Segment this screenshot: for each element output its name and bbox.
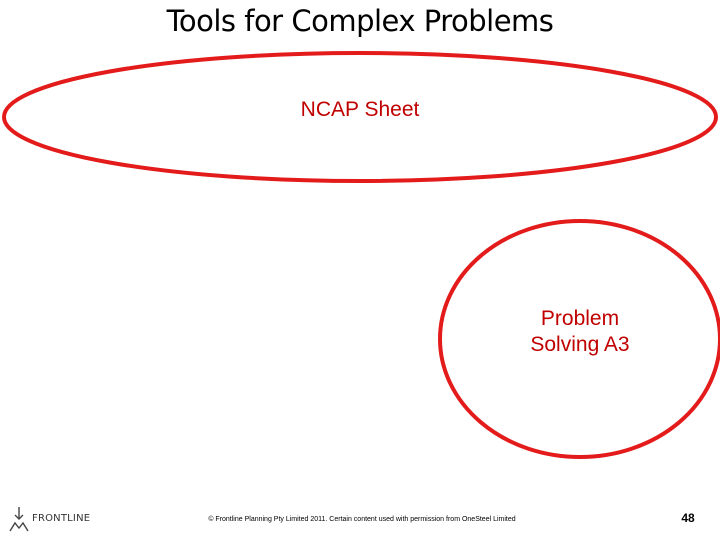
page-number: 48 (681, 511, 695, 525)
footer-copyright: © Frontline Planning Pty Limited 2011. Certain content used with permission from OneSteel Limited (208, 516, 516, 523)
a3-label (480, 306, 680, 358)
logo-mark-icon (8, 506, 30, 532)
a3-label-line2: Solving A3 (530, 333, 630, 356)
frontline-logo (8, 506, 91, 532)
logo-text: FRONTLINE (32, 513, 91, 524)
slide-title: Tools for Complex Problems (166, 4, 554, 38)
ncap-label: NCAP Sheet (300, 98, 420, 121)
a3-label-line1: Problem (540, 307, 620, 330)
